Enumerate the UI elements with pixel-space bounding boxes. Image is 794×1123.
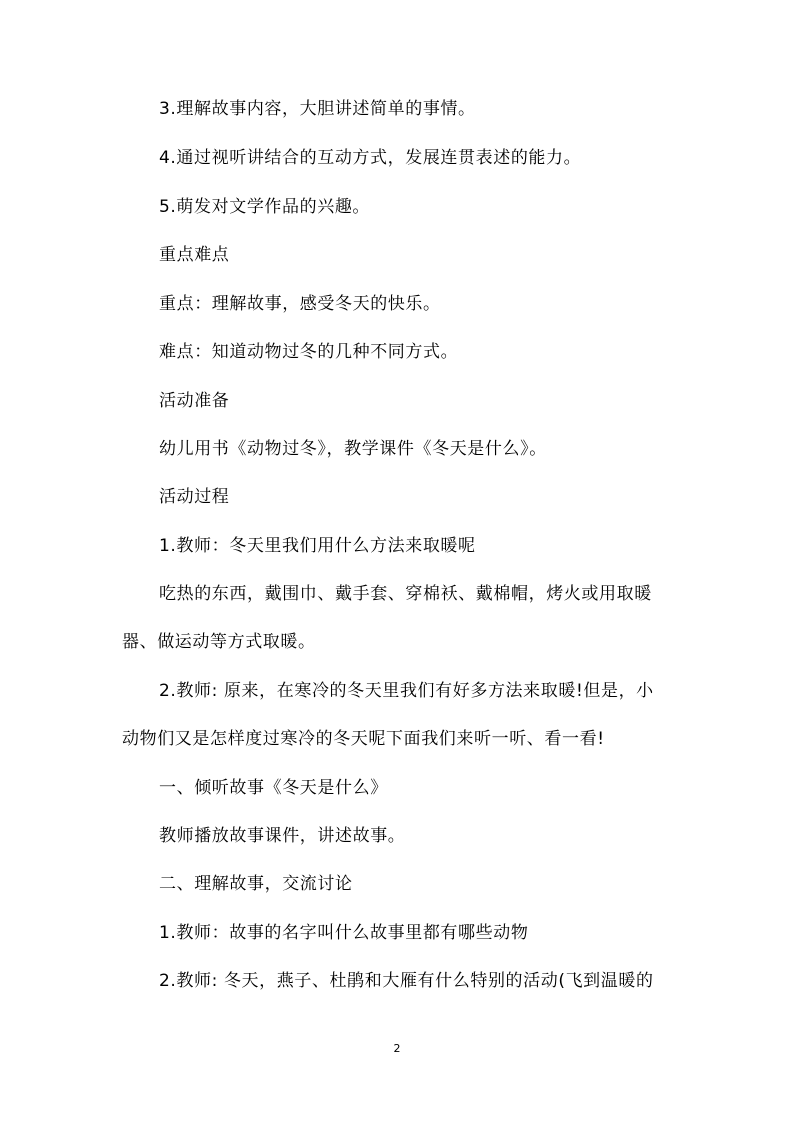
paragraph-teacher-question-2-line-2: 动物们又是怎样度过寒冷的冬天呢下面我们来听一听、看一看!	[122, 729, 605, 749]
paragraph-difficulty: 难点：知道动物过冬的几种不同方式。	[159, 342, 459, 362]
paragraph-warming-methods-line-2: 器、做运动等方式取暖。	[122, 632, 316, 652]
paragraph-goal-5: 5.萌发对文学作品的兴趣。	[159, 197, 371, 217]
paragraph-goal-3: 3.理解故事内容，大胆讲述简单的事情。	[159, 99, 476, 119]
heading-preparation: 活动准备	[159, 391, 230, 411]
heading-process: 活动过程	[159, 487, 230, 507]
paragraph-story-question-1: 1.教师：故事的名字叫什么故事里都有哪些动物	[159, 923, 529, 943]
paragraph-warming-methods-line-1: 吃热的东西，戴围巾、戴手套、穿棉袄、戴棉帽，烤火或用取暖	[159, 584, 652, 604]
paragraph-goal-4: 4.通过视听讲结合的互动方式，发展连贯表述的能力。	[159, 148, 582, 168]
page-number: 2	[393, 1042, 401, 1055]
heading-key-points: 重点难点	[159, 245, 230, 265]
paragraph-materials: 幼儿用书《动物过冬》，教学课件《冬天是什么》。	[159, 439, 547, 459]
paragraph-story-question-2: 2.教师: 冬天，燕子、杜鹃和大雁有什么特别的活动(飞到温暖的	[159, 971, 654, 991]
paragraph-teacher-question-2-line-1: 2.教师: 原来，在寒冷的冬天里我们有好多方法来取暖!但是，小	[159, 681, 654, 701]
paragraph-teacher-question-1: 1.教师：冬天里我们用什么方法来取暖呢	[159, 536, 476, 556]
heading-listen-story: 一、倾听故事《冬天是什么》	[159, 778, 388, 798]
paragraph-play-story: 教师播放故事课件，讲述故事。	[159, 826, 406, 846]
heading-discuss-story: 二、理解故事，交流讨论	[159, 874, 353, 894]
paragraph-key-point: 重点：理解故事，感受冬天的快乐。	[159, 294, 441, 314]
